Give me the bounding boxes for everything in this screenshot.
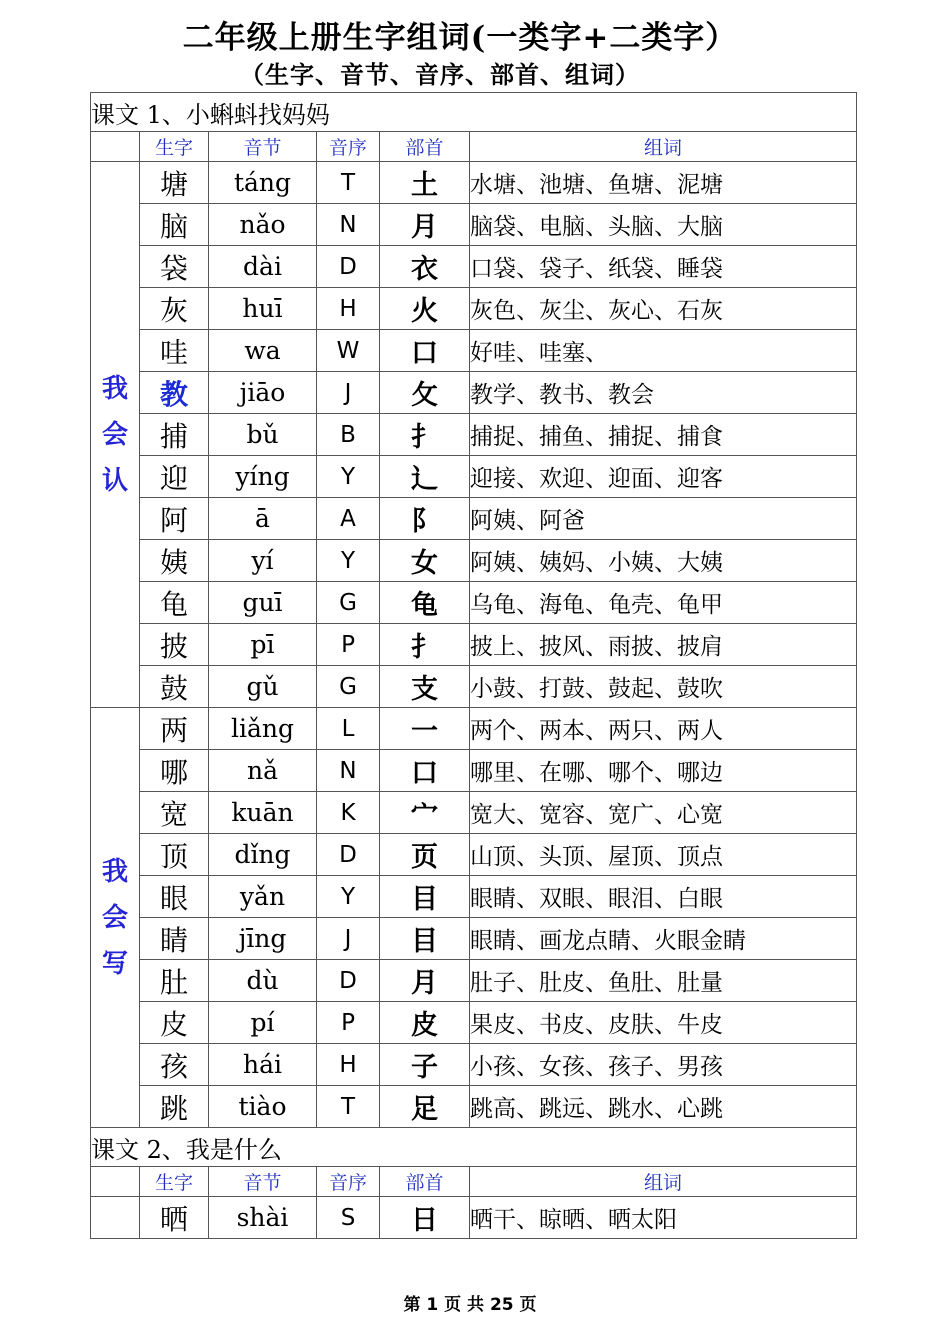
group-label-char: 写 xyxy=(101,948,128,979)
page-footer: 第 1 页 共 25 页 xyxy=(403,1295,537,1315)
radical-cell: 龟 xyxy=(380,582,470,624)
words-cell: 哪里、在哪、哪个、哪边 xyxy=(470,750,857,792)
column-header: 音节 xyxy=(209,1167,317,1197)
initial-cell: L xyxy=(317,708,380,750)
table-row xyxy=(91,498,857,540)
table-row xyxy=(91,246,857,288)
table-row xyxy=(91,624,857,666)
character-cell: 宽 xyxy=(140,792,209,834)
column-header: 部首 xyxy=(380,1167,470,1197)
words-cell: 眼睛、双眼、眼泪、白眼 xyxy=(470,876,857,918)
character-cell: 披 xyxy=(140,624,209,666)
initial-cell: H xyxy=(317,288,380,330)
words-cell: 眼睛、画龙点睛、火眼金睛 xyxy=(470,918,857,960)
words-cell: 阿姨、姨妈、小姨、大姨 xyxy=(470,540,857,582)
character-cell: 塘 xyxy=(140,162,209,204)
character-cell: 哪 xyxy=(140,750,209,792)
words-cell: 迎接、欢迎、迎面、迎客 xyxy=(470,456,857,498)
group-label xyxy=(91,162,140,708)
pinyin-cell: dù xyxy=(209,960,317,1002)
radical-cell: 月 xyxy=(380,204,470,246)
lesson-title-row xyxy=(91,1128,857,1167)
initial-cell: G xyxy=(317,666,380,708)
group-label-char: 会 xyxy=(101,902,128,933)
page-subtitle: （生字、音节、音序、部首、组词） xyxy=(240,60,640,89)
initial-cell: Y xyxy=(317,540,380,582)
table-row xyxy=(91,708,857,750)
words-cell: 宽大、宽容、宽广、心宽 xyxy=(470,792,857,834)
table-row xyxy=(91,834,857,876)
pinyin-cell: jīng xyxy=(209,918,317,960)
group-label-char: 认 xyxy=(101,465,128,496)
page-title: 二年级上册生字组词(一类字+二类字） xyxy=(182,20,738,56)
group-label-char: 我 xyxy=(101,373,128,404)
character-cell: 阿 xyxy=(140,498,209,540)
side-blank xyxy=(91,1197,140,1239)
words-cell: 口袋、袋子、纸袋、睡袋 xyxy=(470,246,857,288)
column-header: 组词 xyxy=(470,132,857,162)
table-row xyxy=(91,1044,857,1086)
table-row xyxy=(91,1197,857,1239)
character-cell: 灰 xyxy=(140,288,209,330)
pinyin-cell: liǎng xyxy=(209,708,317,750)
radical-cell: 火 xyxy=(380,288,470,330)
pinyin-cell: shài xyxy=(209,1197,317,1239)
table-row xyxy=(91,582,857,624)
column-header: 生字 xyxy=(140,1167,209,1197)
column-header: 生字 xyxy=(140,132,209,162)
radical-cell: 土 xyxy=(380,162,470,204)
radical-cell: 子 xyxy=(380,1044,470,1086)
initial-cell: W xyxy=(317,330,380,372)
words-cell: 山顶、头顶、屋顶、顶点 xyxy=(470,834,857,876)
initial-cell: H xyxy=(317,1044,380,1086)
words-cell: 晒干、晾晒、晒太阳 xyxy=(470,1197,857,1239)
words-cell: 披上、披风、雨披、披肩 xyxy=(470,624,857,666)
character-cell: 脑 xyxy=(140,204,209,246)
initial-cell: B xyxy=(317,414,380,456)
pinyin-cell: yí xyxy=(209,540,317,582)
table-row xyxy=(91,162,857,204)
radical-cell: 攵 xyxy=(380,372,470,414)
words-cell: 捕捉、捕鱼、捕捉、捕食 xyxy=(470,414,857,456)
pinyin-cell: nǎ xyxy=(209,750,317,792)
pinyin-cell: dǐng xyxy=(209,834,317,876)
pinyin-cell: wa xyxy=(209,330,317,372)
radical-cell: 皮 xyxy=(380,1002,470,1044)
initial-cell: J xyxy=(317,372,380,414)
radical-cell: 月 xyxy=(380,960,470,1002)
character-cell: 鼓 xyxy=(140,666,209,708)
radical-cell: 支 xyxy=(380,666,470,708)
character-cell: 龟 xyxy=(140,582,209,624)
table-row xyxy=(91,750,857,792)
radical-cell: 辶 xyxy=(380,456,470,498)
radical-cell: 女 xyxy=(380,540,470,582)
pinyin-cell: yíng xyxy=(209,456,317,498)
radical-cell: 目 xyxy=(380,876,470,918)
pinyin-cell: bǔ xyxy=(209,414,317,456)
character-cell: 睛 xyxy=(140,918,209,960)
pinyin-cell: yǎn xyxy=(209,876,317,918)
radical-cell: 扌 xyxy=(380,414,470,456)
initial-cell: N xyxy=(317,204,380,246)
radical-cell: 口 xyxy=(380,750,470,792)
radical-cell: 阝 xyxy=(380,498,470,540)
character-cell: 姨 xyxy=(140,540,209,582)
table-row xyxy=(91,330,857,372)
words-cell: 阿姨、阿爸 xyxy=(470,498,857,540)
table-row xyxy=(91,792,857,834)
words-cell: 水塘、池塘、鱼塘、泥塘 xyxy=(470,162,857,204)
words-cell: 好哇、哇塞、 xyxy=(470,330,857,372)
pinyin-cell: nǎo xyxy=(209,204,317,246)
initial-cell: Y xyxy=(317,876,380,918)
pinyin-cell: jiāo xyxy=(209,372,317,414)
initial-cell: S xyxy=(317,1197,380,1239)
character-cell: 眼 xyxy=(140,876,209,918)
words-cell: 小孩、女孩、孩子、男孩 xyxy=(470,1044,857,1086)
column-header: 组词 xyxy=(470,1167,857,1197)
initial-cell: D xyxy=(317,960,380,1002)
group-label-char: 会 xyxy=(101,419,128,450)
radical-cell: 一 xyxy=(380,708,470,750)
radical-cell: 宀 xyxy=(380,792,470,834)
lesson-title-row xyxy=(91,93,857,132)
character-cell: 肚 xyxy=(140,960,209,1002)
initial-cell: Y xyxy=(317,456,380,498)
character-cell: 两 xyxy=(140,708,209,750)
radical-cell: 足 xyxy=(380,1086,470,1128)
group-label-char: 我 xyxy=(101,856,128,887)
group-label xyxy=(91,708,140,1128)
pinyin-cell: dài xyxy=(209,246,317,288)
header-blank xyxy=(91,1167,140,1197)
pinyin-cell: guī xyxy=(209,582,317,624)
table-row xyxy=(91,666,857,708)
character-cell: 孩 xyxy=(140,1044,209,1086)
character-cell: 袋 xyxy=(140,246,209,288)
pinyin-cell: pí xyxy=(209,1002,317,1044)
column-header: 音节 xyxy=(209,132,317,162)
table-row xyxy=(91,960,857,1002)
table-row xyxy=(91,1002,857,1044)
initial-cell: J xyxy=(317,918,380,960)
pinyin-cell: pī xyxy=(209,624,317,666)
pinyin-cell: ā xyxy=(209,498,317,540)
column-header-row xyxy=(91,132,857,162)
column-header: 部首 xyxy=(380,132,470,162)
words-cell: 乌龟、海龟、龟壳、龟甲 xyxy=(470,582,857,624)
character-cell: 跳 xyxy=(140,1086,209,1128)
lesson-title: 课文 1、小蝌蚪找妈妈 xyxy=(91,93,857,132)
pinyin-cell: huī xyxy=(209,288,317,330)
words-cell: 肚子、肚皮、鱼肚、肚量 xyxy=(470,960,857,1002)
column-header: 音序 xyxy=(317,1167,380,1197)
character-cell: 晒 xyxy=(140,1197,209,1239)
initial-cell: T xyxy=(317,162,380,204)
initial-cell: P xyxy=(317,624,380,666)
initial-cell: N xyxy=(317,750,380,792)
character-cell: 捕 xyxy=(140,414,209,456)
radical-cell: 衣 xyxy=(380,246,470,288)
words-cell: 果皮、书皮、皮肤、牛皮 xyxy=(470,1002,857,1044)
pinyin-cell: tiào xyxy=(209,1086,317,1128)
words-cell: 脑袋、电脑、头脑、大脑 xyxy=(470,204,857,246)
table-row xyxy=(91,204,857,246)
initial-cell: A xyxy=(317,498,380,540)
initial-cell: G xyxy=(317,582,380,624)
lesson-title: 课文 2、我是什么 xyxy=(91,1128,857,1167)
vocabulary-table xyxy=(90,92,857,1239)
table-row xyxy=(91,414,857,456)
table-row xyxy=(91,372,857,414)
table-row xyxy=(91,1086,857,1128)
table-row xyxy=(91,918,857,960)
words-cell: 两个、两本、两只、两人 xyxy=(470,708,857,750)
column-header: 音序 xyxy=(317,132,380,162)
column-header-row xyxy=(91,1167,857,1197)
character-cell: 皮 xyxy=(140,1002,209,1044)
radical-cell: 扌 xyxy=(380,624,470,666)
table-row xyxy=(91,288,857,330)
initial-cell: D xyxy=(317,246,380,288)
pinyin-cell: táng xyxy=(209,162,317,204)
words-cell: 灰色、灰尘、灰心、石灰 xyxy=(470,288,857,330)
table-row xyxy=(91,540,857,582)
radical-cell: 口 xyxy=(380,330,470,372)
radical-cell: 页 xyxy=(380,834,470,876)
radical-cell: 目 xyxy=(380,918,470,960)
table-row xyxy=(91,876,857,918)
pinyin-cell: kuān xyxy=(209,792,317,834)
initial-cell: T xyxy=(317,1086,380,1128)
character-cell: 教 xyxy=(140,372,209,414)
words-cell: 教学、教书、教会 xyxy=(470,372,857,414)
pinyin-cell: hái xyxy=(209,1044,317,1086)
table-row xyxy=(91,456,857,498)
character-cell: 顶 xyxy=(140,834,209,876)
words-cell: 小鼓、打鼓、鼓起、鼓吹 xyxy=(470,666,857,708)
header-blank xyxy=(91,132,140,162)
initial-cell: D xyxy=(317,834,380,876)
words-cell: 跳高、跳远、跳水、心跳 xyxy=(470,1086,857,1128)
radical-cell: 日 xyxy=(380,1197,470,1239)
character-cell: 迎 xyxy=(140,456,209,498)
initial-cell: K xyxy=(317,792,380,834)
initial-cell: P xyxy=(317,1002,380,1044)
character-cell: 哇 xyxy=(140,330,209,372)
pinyin-cell: gǔ xyxy=(209,666,317,708)
